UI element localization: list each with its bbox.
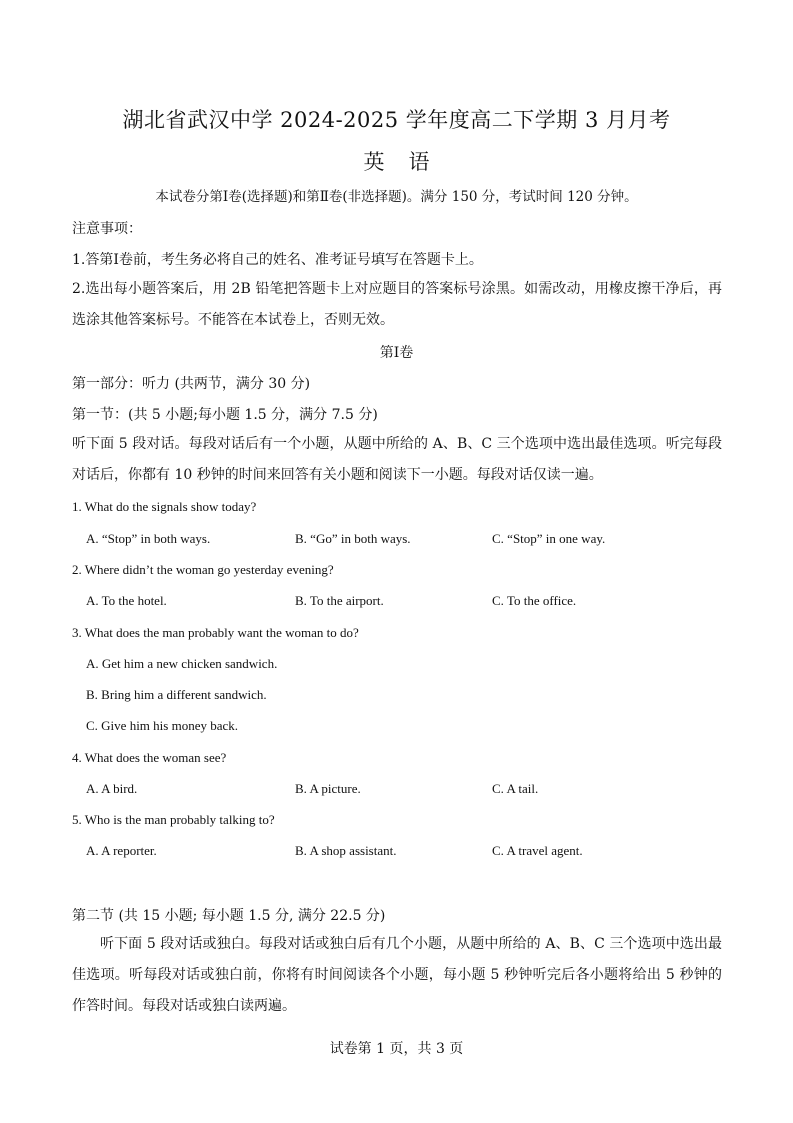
volume-label: 第Ⅰ卷 <box>379 345 414 361</box>
page-footer: 试卷第 1 页，共 3 页 <box>329 1041 464 1057</box>
exam-intro: 本试卷分第Ⅰ卷(选择题)和第Ⅱ卷(非选择题)。满分 150 分，考试时间 120 分钟。 <box>155 189 638 205</box>
question-1: 1. What do the signals show today? <box>72 499 257 514</box>
q3-option-c: C. Give him his money back. <box>86 718 239 733</box>
q5-option-c: C. A travel agent. <box>492 843 583 858</box>
q4-option-a: A. A bird. <box>86 781 138 796</box>
subject-title: 英语 <box>363 150 454 174</box>
q3-option-b: B. Bring him a different sandwich. <box>86 687 267 702</box>
part1-heading: 第一部分：听力 (共两节，满分 30 分) <box>72 376 311 392</box>
section2-instructions: 听下面 5 段对话或独白。每段对话或独白后有几个小题，从题中所给的 A、B、C 三个选项中选出最佳选项。听每段对话或独白前，你将有时间阅读各个小题，每小题 5 秒钟听完后各小题将给出 5 秒钟的作答时间。每段对话或独白读两遍。 <box>72 936 722 1014</box>
section1-heading: 第一节：(共 5 小题;每小题 1.5 分，满分 7.5 分) <box>72 407 378 423</box>
question-2: 2. Where didn’t the woman go yesterday evening? <box>72 562 334 577</box>
question-5: 5. Who is the man probably talking to? <box>72 812 275 827</box>
q2-option-b: B. To the airport. <box>295 593 384 608</box>
q4-option-c: C. A tail. <box>492 781 539 796</box>
notes-item-2: 2.选出每小题答案后，用 2B 铅笔把答题卡上对应题目的答案标号涂黑。如需改动，用橡皮擦干净后，再选涂其他答案标号。不能答在本试卷上，否则无效。 <box>72 281 722 328</box>
question-3: 3. What does the man probably want the woman to do? <box>72 625 359 640</box>
q1-option-c: C. “Stop” in one way. <box>492 531 606 546</box>
q3-option-a: A. Get him a new chicken sandwich. <box>86 656 278 671</box>
q1-option-a: A. “Stop” in both ways. <box>86 531 211 546</box>
q2-option-c: C. To the office. <box>492 593 577 608</box>
q5-option-a: A. A reporter. <box>86 843 157 858</box>
q1-option-b: B. “Go” in both ways. <box>295 531 411 546</box>
section2-heading: 第二节 (共 15 小题; 每小题 1.5 分, 满分 22.5 分) <box>72 908 386 924</box>
notes-item-1: 1.答第Ⅰ卷前，考生务必将自己的姓名、准考证号填写在答题卡上。 <box>72 252 483 268</box>
section1-instructions: 听下面 5 段对话。每段对话后有一个小题，从题中所给的 A、B、C 三个选项中选出最佳选项。听完每段对话后，你都有 10 秒钟的时间来回答有关小题和阅读下一小题。每段对话仅读一遍。 <box>72 436 722 483</box>
notes-heading: 注意事项： <box>72 221 142 237</box>
q2-option-a: A. To the hotel. <box>86 593 167 608</box>
q4-option-b: B. A picture. <box>295 781 361 796</box>
exam-title: 湖北省武汉中学 2024-2025 学年度高二下学期 3 月月考 <box>122 108 671 132</box>
question-4: 4. What does the woman see? <box>72 750 227 765</box>
q5-option-b: B. A shop assistant. <box>295 843 397 858</box>
